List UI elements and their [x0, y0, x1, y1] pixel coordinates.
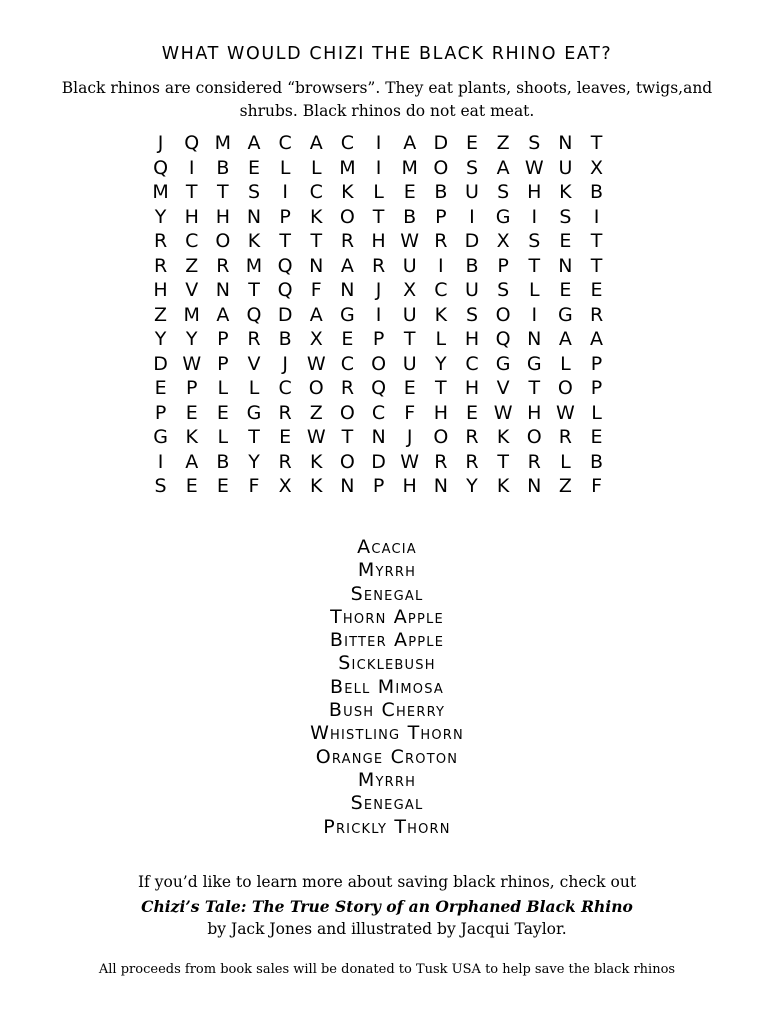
grid-letter: O: [557, 377, 573, 400]
grid-letter: O: [433, 156, 449, 179]
grid-row: [145, 278, 615, 303]
grid-letter: I: [438, 254, 444, 277]
grid-letter: O: [371, 352, 387, 375]
grid-letter: E: [216, 401, 229, 424]
grid-letter: E: [341, 328, 354, 351]
grid-letter: E: [465, 401, 478, 424]
grid-letter: H: [153, 279, 168, 302]
grid-letter: H: [527, 181, 542, 204]
grid-letter: A: [403, 132, 417, 155]
grid-letter: K: [496, 475, 510, 498]
grid-letter: I: [375, 156, 382, 179]
grid-letter: E: [403, 377, 416, 400]
grid-letter: W: [524, 156, 544, 179]
grid-letter: E: [216, 475, 229, 498]
grid-letter: C: [371, 401, 386, 424]
grid-letter: E: [154, 377, 167, 400]
grid-letter: I: [593, 205, 600, 228]
grid-letter: E: [279, 426, 292, 449]
grid-letter: G: [558, 303, 573, 326]
grid-letter: T: [248, 279, 260, 302]
grid-row: [145, 425, 615, 450]
grid-row: [145, 376, 615, 401]
grid-letter: P: [372, 328, 385, 351]
grid-letter: K: [310, 205, 323, 228]
grid-letter: K: [341, 181, 354, 204]
grid-letter: L: [310, 156, 322, 179]
grid-letter: T: [341, 426, 354, 449]
grid-letter: M: [245, 254, 263, 277]
grid-letter: E: [247, 156, 260, 179]
grid-letter: C: [309, 181, 323, 204]
grid-letter: Y: [466, 475, 478, 498]
grid-letter: N: [433, 475, 448, 498]
grid-letter: X: [403, 279, 417, 302]
grid-letter: Q: [277, 254, 293, 277]
word-list-item: Senegal: [350, 792, 424, 815]
grid-letter: X: [278, 475, 292, 498]
grid-letter: P: [279, 205, 291, 228]
grid-letter: C: [434, 279, 448, 302]
grid-letter: M: [339, 156, 356, 179]
intro-text: Black rhinos are considered “browsers”. They eat plants, shoots, leaves, twigs,and shrubs. Black rhinos do not eat meat.: [61, 79, 713, 120]
grid-letter: Q: [495, 328, 511, 351]
grid-letter: L: [279, 156, 291, 179]
grid-letter: I: [188, 156, 195, 179]
grid-letter: P: [372, 475, 385, 498]
grid-letter: C: [340, 352, 355, 375]
grid-letter: E: [465, 132, 478, 155]
grid-letter: R: [371, 254, 386, 277]
grid-letter: P: [590, 377, 603, 400]
grid-letter: K: [247, 230, 261, 253]
grid-letter: F: [591, 475, 602, 498]
grid-letter: Y: [435, 352, 447, 375]
grid-letter: L: [217, 426, 229, 449]
grid-letter: L: [591, 401, 602, 424]
grid-letter: J: [375, 279, 382, 302]
grid-letter: B: [216, 156, 230, 179]
word-list-item: Thorn Apple: [330, 605, 444, 628]
grid-letter: T: [528, 377, 541, 400]
word-list-item: Senegal: [350, 582, 424, 605]
grid-letter: R: [558, 426, 572, 449]
grid-letter: I: [469, 205, 475, 228]
grid-letter: R: [527, 450, 541, 473]
grid-letter: P: [217, 328, 229, 351]
grid-letter: W: [306, 352, 326, 375]
grid-letter: P: [590, 352, 603, 375]
grid-letter: S: [528, 230, 541, 253]
grid-letter: O: [526, 426, 542, 449]
grid-row: [145, 156, 615, 181]
grid-row: [145, 474, 615, 499]
grid-letter: H: [184, 205, 199, 228]
grid-letter: G: [153, 426, 168, 449]
grid-letter: A: [185, 450, 199, 473]
grid-letter: T: [590, 254, 603, 277]
grid-letter: L: [248, 377, 260, 400]
grid-letter: J: [157, 132, 164, 155]
grid-row: [145, 303, 615, 328]
grid-letter: O: [339, 205, 355, 228]
word-list-item: Bush Cherry: [328, 699, 446, 722]
grid-letter: Q: [277, 279, 293, 302]
grid-letter: Q: [246, 303, 262, 326]
word-list-item: Bell Mimosa: [329, 675, 445, 698]
footer-line: If you’d like to learn more about saving black rhinos, check out: [137, 873, 637, 891]
grid-letter: R: [465, 426, 479, 449]
grid-letter: P: [154, 401, 167, 424]
grid-letter: Y: [154, 205, 167, 228]
grid-letter: V: [247, 352, 261, 375]
grid-letter: O: [495, 303, 511, 326]
grid-letter: S: [247, 181, 261, 204]
grid-letter: Q: [184, 132, 200, 155]
grid-letter: R: [247, 328, 261, 351]
grid-letter: U: [465, 181, 479, 204]
grid-letter: W: [493, 401, 513, 424]
grid-letter: G: [340, 303, 355, 326]
grid-row: [145, 254, 615, 279]
grid-letter: U: [402, 303, 417, 326]
grid-letter: F: [310, 279, 322, 302]
grid-letter: F: [248, 475, 260, 498]
grid-letter: S: [528, 132, 541, 155]
grid-letter: C: [278, 132, 292, 155]
grid-letter: B: [590, 450, 604, 473]
grid-letter: L: [217, 377, 229, 400]
grid-letter: R: [465, 450, 479, 473]
grid-letter: O: [433, 426, 449, 449]
footer-credit: by Jack Jones and illustrated by Jacqui Taylor.: [207, 920, 567, 938]
grid-letter: H: [464, 377, 480, 400]
grid-row: [145, 450, 615, 475]
grid-letter: R: [278, 450, 292, 473]
grid-letter: W: [556, 401, 575, 424]
grid-letter: H: [527, 401, 542, 424]
grid-letter: T: [217, 181, 229, 204]
grid-letter: D: [277, 303, 293, 326]
grid-letter: B: [403, 205, 417, 228]
page-title: WHAT WOULD CHIZI THE BLACK RHINO EAT?: [161, 44, 613, 64]
grid-letter: L: [560, 352, 571, 375]
word-list-item: Orange Croton: [315, 745, 459, 768]
word-list-item: Acacia: [357, 536, 417, 558]
grid-letter: A: [558, 328, 572, 351]
grid-letter: J: [282, 352, 288, 375]
grid-letter: E: [559, 230, 572, 253]
grid-letter: B: [434, 181, 448, 204]
grid-letter: T: [372, 205, 385, 228]
grid-letter: R: [216, 254, 230, 277]
grid-letter: K: [559, 181, 572, 204]
grid-letter: A: [340, 254, 354, 277]
grid-letter: Z: [154, 303, 168, 326]
grid-letter: X: [590, 156, 604, 179]
grid-letter: F: [404, 401, 416, 424]
grid-letter: N: [246, 205, 262, 228]
grid-letter: I: [531, 205, 538, 228]
grid-letter: A: [496, 156, 510, 179]
grid-letter: A: [247, 132, 261, 155]
grid-letter: T: [435, 377, 447, 400]
word-list-item: Bitter Apple: [329, 629, 445, 652]
word-list-item: Myrrh: [357, 559, 417, 582]
grid-letter: P: [185, 377, 198, 400]
grid-letter: I: [375, 132, 382, 155]
word-list-item: Myrrh: [357, 768, 417, 791]
grid-letter: A: [309, 132, 323, 155]
grid-letter: S: [465, 156, 478, 179]
grid-letter: E: [559, 279, 572, 302]
grid-letter: S: [497, 279, 510, 302]
grid-letter: B: [216, 450, 230, 473]
grid-letter: T: [279, 230, 291, 253]
grid-letter: R: [434, 230, 448, 253]
grid-letter: E: [590, 426, 603, 449]
grid-letter: I: [282, 181, 288, 204]
grid-letter: R: [153, 254, 168, 277]
grid-letter: H: [464, 328, 480, 351]
grid-letter: E: [403, 181, 416, 204]
grid-letter: S: [559, 205, 572, 228]
grid-letter: A: [309, 303, 323, 326]
grid-letter: U: [558, 156, 573, 179]
grid-letter: N: [558, 132, 573, 155]
grid-letter: R: [278, 401, 292, 424]
grid-letter: C: [340, 132, 355, 155]
grid-letter: R: [340, 377, 355, 400]
grid-letter: S: [465, 303, 478, 326]
grid-letter: T: [590, 132, 603, 155]
grid-letter: B: [465, 254, 479, 277]
grid-letter: V: [496, 377, 510, 400]
grid-letter: I: [531, 303, 538, 326]
grid-letter: N: [371, 426, 386, 449]
grid-letter: L: [435, 328, 447, 351]
grid-letter: V: [185, 279, 199, 302]
grid-letter: M: [152, 181, 169, 204]
grid-letter: H: [433, 401, 448, 424]
grid-letter: K: [185, 426, 198, 449]
grid-letter: R: [340, 230, 355, 253]
grid-letter: S: [154, 475, 167, 498]
grid-letter: H: [371, 230, 386, 253]
grid-letter: G: [495, 352, 511, 375]
grid-letter: D: [371, 450, 386, 473]
grid-letter: D: [433, 132, 449, 155]
grid-letter: Y: [185, 328, 198, 351]
grid-row: [145, 180, 615, 205]
footer: [40, 871, 734, 942]
grid-letter: Y: [248, 450, 260, 473]
grid-letter: A: [590, 328, 604, 351]
grid-row: [145, 352, 615, 377]
grid-letter: I: [157, 450, 164, 473]
grid-letter: B: [590, 181, 604, 204]
grid-row: [145, 229, 615, 254]
grid-letter: C: [278, 377, 292, 400]
grid-row: [145, 327, 615, 352]
word-list-item: Sicklebush: [338, 652, 436, 675]
grid-letter: K: [310, 450, 323, 473]
word-list: [0, 536, 774, 839]
word-list-item: Prickly Thorn: [323, 815, 451, 838]
grid-letter: K: [310, 475, 323, 498]
grid-letter: Q: [371, 377, 387, 400]
grid-letter: O: [308, 377, 324, 400]
grid-letter: B: [278, 328, 292, 351]
grid-letter: C: [185, 230, 199, 253]
grid-row: [145, 205, 615, 230]
word-search-grid: [145, 131, 615, 499]
grid-letter: N: [340, 279, 355, 302]
grid-letter: S: [497, 181, 510, 204]
grid-letter: E: [590, 279, 603, 302]
grid-letter: W: [182, 352, 202, 375]
grid-letter: C: [465, 352, 479, 375]
grid-letter: L: [560, 450, 571, 473]
grid-letter: H: [402, 475, 417, 498]
grid-letter: R: [589, 303, 604, 326]
grid-letter: P: [217, 352, 229, 375]
grid-letter: H: [215, 205, 230, 228]
grid-letter: O: [215, 230, 231, 253]
grid-letter: P: [497, 254, 509, 277]
book-title: Chizi’s Tale: The True Story of an Orphaned Black Rhino: [141, 896, 633, 916]
grid-letter: U: [465, 279, 479, 302]
grid-letter: W: [400, 230, 420, 253]
grid-letter: D: [464, 230, 480, 253]
grid-letter: E: [185, 401, 198, 424]
grid-letter: R: [153, 230, 168, 253]
grid-letter: T: [497, 450, 509, 473]
grid-letter: X: [496, 230, 510, 253]
grid-letter: O: [339, 450, 355, 473]
grid-letter: J: [406, 426, 413, 449]
grid-letter: T: [310, 230, 323, 253]
word-list-item: Whistling Thorn: [310, 722, 464, 745]
grid-letter: O: [339, 401, 355, 424]
grid-row: [145, 131, 615, 156]
grid-letter: T: [528, 254, 541, 277]
grid-letter: T: [248, 426, 260, 449]
grid-letter: N: [527, 475, 542, 498]
grid-letter: I: [375, 303, 382, 326]
grid-letter: L: [528, 279, 540, 302]
grid-letter: N: [340, 475, 355, 498]
grid-letter: W: [400, 450, 420, 473]
grid-letter: T: [403, 328, 416, 351]
grid-letter: U: [402, 254, 417, 277]
grid-letter: X: [309, 328, 323, 351]
grid-letter: D: [153, 352, 168, 375]
grid-letter: U: [402, 352, 417, 375]
donation-note: All proceeds from book sales will be donated to Tusk USA to help save the black rhinos: [98, 962, 676, 977]
grid-row: [145, 401, 615, 426]
grid-letter: M: [401, 156, 418, 179]
grid-letter: Z: [185, 254, 199, 277]
grid-letter: Z: [496, 132, 510, 155]
grid-letter: K: [496, 426, 510, 449]
grid-letter: Q: [153, 156, 169, 179]
grid-letter: M: [183, 303, 200, 326]
grid-letter: G: [526, 352, 542, 375]
grid-letter: T: [185, 181, 198, 204]
grid-letter: G: [246, 401, 262, 424]
grid-letter: W: [306, 426, 326, 449]
grid-letter: T: [590, 230, 603, 253]
grid-letter: N: [215, 279, 230, 302]
grid-letter: K: [434, 303, 448, 326]
grid-letter: P: [435, 205, 447, 228]
grid-letter: Z: [558, 475, 572, 498]
grid-letter: N: [558, 254, 573, 277]
grid-letter: R: [434, 450, 448, 473]
grid-letter: E: [185, 475, 198, 498]
grid-letter: Z: [309, 401, 323, 424]
grid-letter: M: [214, 132, 232, 155]
grid-letter: L: [373, 181, 384, 204]
grid-letter: N: [527, 328, 542, 351]
grid-letter: A: [216, 303, 230, 326]
grid-letter: Y: [154, 328, 167, 351]
grid-letter: N: [309, 254, 324, 277]
grid-letter: G: [495, 205, 511, 228]
